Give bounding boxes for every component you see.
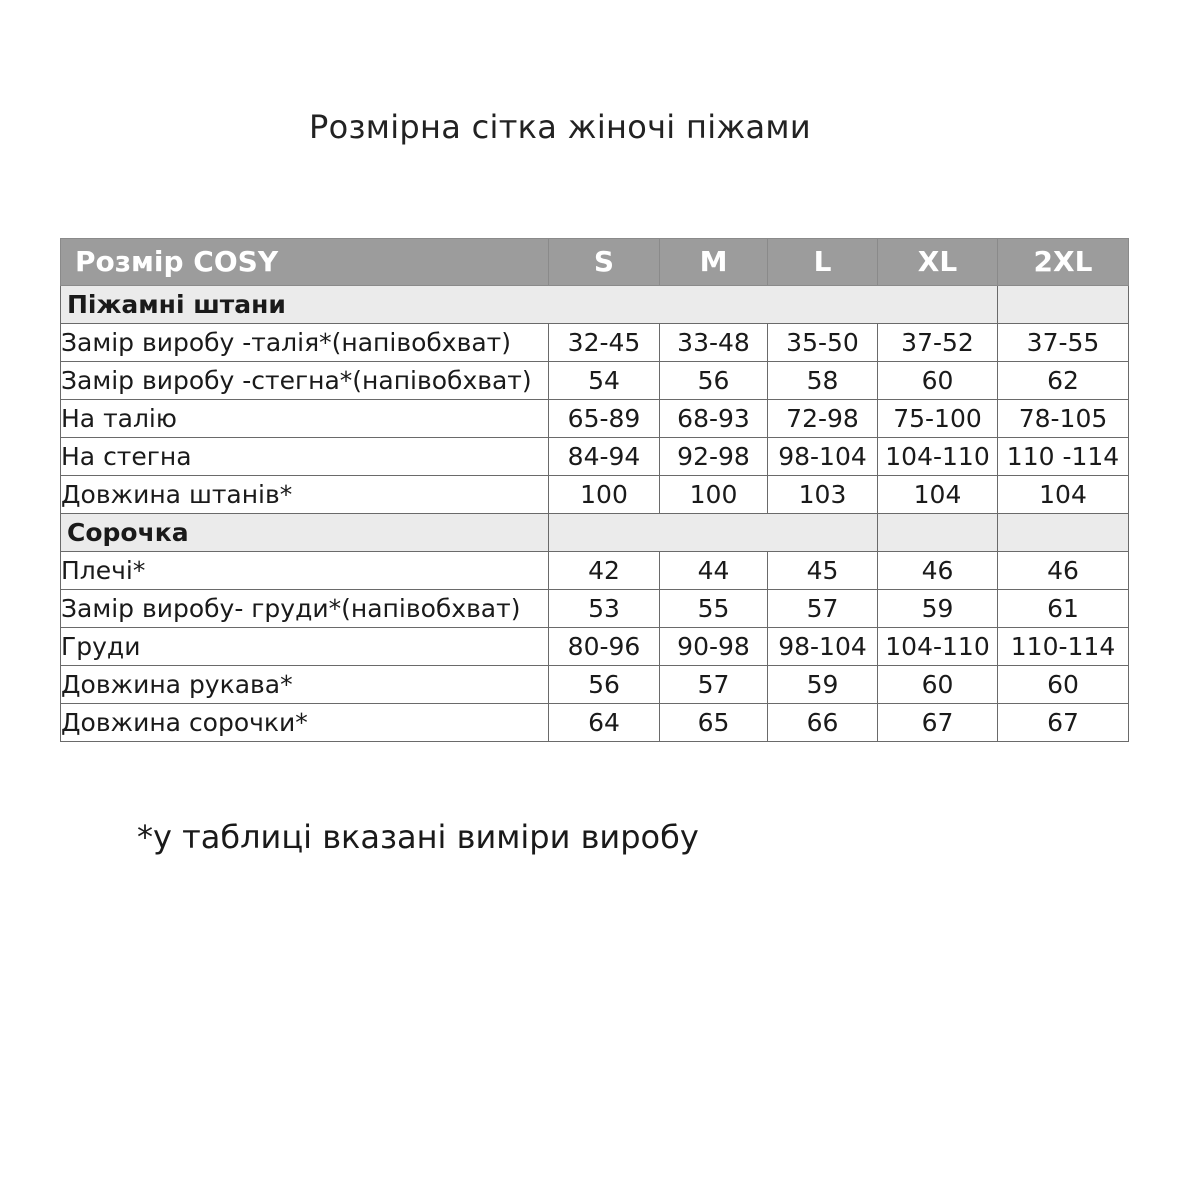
cell-value: 98-104 [768, 438, 878, 476]
section-empty-cell [998, 514, 1129, 552]
cell-value: 61 [998, 590, 1129, 628]
cell-value: 53 [549, 590, 660, 628]
cell-value: 104-110 [878, 628, 998, 666]
row-label: Замір виробу- груди*(напівобхват) [61, 590, 549, 628]
cell-value: 46 [998, 552, 1129, 590]
section-label: Піжамні штани [61, 286, 998, 324]
row-label: Довжина штанів* [61, 476, 549, 514]
section-label: Сорочка [61, 514, 549, 552]
table-row [61, 324, 1129, 362]
cell-value: 45 [768, 552, 878, 590]
section-empty-cell [549, 514, 878, 552]
cell-value: 104-110 [878, 438, 998, 476]
cell-value: 110 -114 [998, 438, 1129, 476]
row-label: Груди [61, 628, 549, 666]
cell-value: 37-52 [878, 324, 998, 362]
cell-value: 78-105 [998, 400, 1129, 438]
cell-value: 65 [660, 704, 768, 742]
size-header-xl: XL [878, 239, 998, 286]
cell-value: 104 [998, 476, 1129, 514]
cell-value: 62 [998, 362, 1129, 400]
size-header-m: M [660, 239, 768, 286]
row-label: Довжина сорочки* [61, 704, 549, 742]
size-header-l: L [768, 239, 878, 286]
cell-value: 110-114 [998, 628, 1129, 666]
cell-value: 65-89 [549, 400, 660, 438]
row-label: Плечі* [61, 552, 549, 590]
table-row [61, 552, 1129, 590]
cell-value: 58 [768, 362, 878, 400]
cell-value: 60 [998, 666, 1129, 704]
cell-value: 57 [768, 590, 878, 628]
size-header-s: S [549, 239, 660, 286]
cell-value: 42 [549, 552, 660, 590]
cell-value: 54 [549, 362, 660, 400]
table-row [61, 438, 1129, 476]
cell-value: 37-55 [998, 324, 1129, 362]
page-title: Розмірна сітка жіночі піжами [309, 108, 811, 146]
cell-value: 84-94 [549, 438, 660, 476]
cell-value: 98-104 [768, 628, 878, 666]
table-row [61, 400, 1129, 438]
cell-value: 46 [878, 552, 998, 590]
table-row [61, 362, 1129, 400]
row-label: Замір виробу -талія*(напівобхват) [61, 324, 549, 362]
cell-value: 56 [549, 666, 660, 704]
cell-value: 92-98 [660, 438, 768, 476]
cell-value: 57 [660, 666, 768, 704]
cell-value: 56 [660, 362, 768, 400]
section-empty-cell [878, 514, 998, 552]
row-label: На стегна [61, 438, 549, 476]
section-empty-cell [998, 286, 1129, 324]
row-label: Замір виробу -стегна*(напівобхват) [61, 362, 549, 400]
size-table [60, 238, 1129, 742]
cell-value: 90-98 [660, 628, 768, 666]
row-label: Довжина рукава* [61, 666, 549, 704]
cell-value: 59 [768, 666, 878, 704]
size-header-2xl: 2XL [998, 239, 1129, 286]
section-row-shirt [61, 514, 1129, 552]
cell-value: 80-96 [549, 628, 660, 666]
cell-value: 66 [768, 704, 878, 742]
cell-value: 64 [549, 704, 660, 742]
cell-value: 35-50 [768, 324, 878, 362]
cell-value: 55 [660, 590, 768, 628]
cell-value: 100 [660, 476, 768, 514]
cell-value: 59 [878, 590, 998, 628]
cell-value: 100 [549, 476, 660, 514]
table-row [61, 704, 1129, 742]
cell-value: 75-100 [878, 400, 998, 438]
cell-value: 72-98 [768, 400, 878, 438]
cell-value: 33-48 [660, 324, 768, 362]
cell-value: 68-93 [660, 400, 768, 438]
cell-value: 104 [878, 476, 998, 514]
table-header-row [61, 239, 1129, 286]
table-row [61, 666, 1129, 704]
cell-value: 60 [878, 666, 998, 704]
cell-value: 67 [878, 704, 998, 742]
cell-value: 32-45 [549, 324, 660, 362]
table-row [61, 628, 1129, 666]
cell-value: 103 [768, 476, 878, 514]
cell-value: 44 [660, 552, 768, 590]
row-label: На талію [61, 400, 549, 438]
size-column-header: Розмір COSY [61, 239, 549, 286]
section-row-pants [61, 286, 1129, 324]
cell-value: 60 [878, 362, 998, 400]
cell-value: 67 [998, 704, 1129, 742]
table-row [61, 476, 1129, 514]
table-row [61, 590, 1129, 628]
footnote: *у таблиці вказані виміри виробу [137, 818, 699, 856]
